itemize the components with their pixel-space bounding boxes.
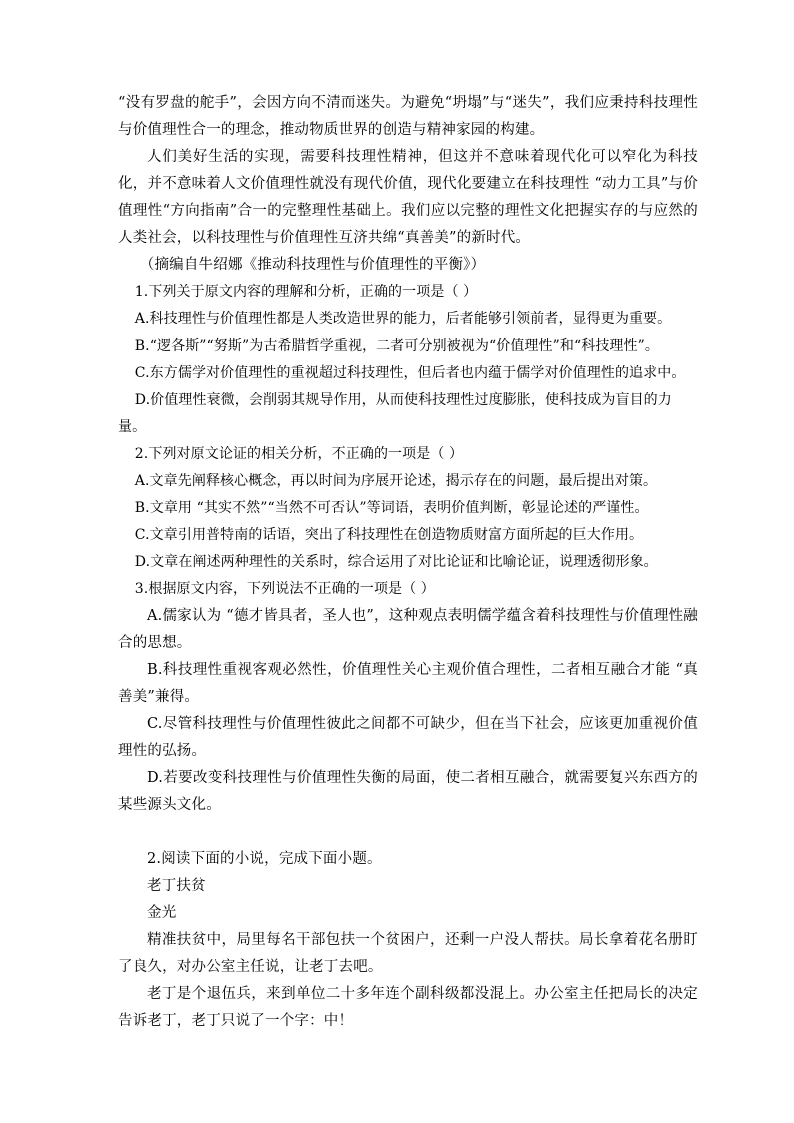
question-option: D.价值理性衰微，会削弱其规导作用，从而使科技理性过度膨胀，使科技成为盲目的力量。 [118,392,672,435]
question-stem: 2.下列对原文论证的相关分析，不正确的一项是（ ） [134,446,464,462]
novel-author: 金光 [147,905,177,921]
question-3 [118,576,698,819]
question-option: B.文章用 “其实不然”“当然不可否认”等词语，表明价值判断，彰显论述的严谨性。 [134,500,649,516]
document-page [118,90,698,1035]
question-option: A.文章先阐释核心概念，再以时间为序展开论述，揭示存在的问题，最后提出对策。 [134,473,658,489]
novel-title: 老丁扶贫 [147,878,206,894]
question-option: D.若要改变科技理性与价值理性失衡的局面，使二者相互融合，就需要复兴东西方的某些源头文化。 [118,770,698,813]
question-option: C.东方儒学对价值理性的重视超过科技理性，但后者也内蕴于儒学对价值理性的追求中。 [134,365,686,381]
spacer [118,819,698,846]
question-2 [118,441,698,576]
question-option: A.儒家认为 “德才皆具者，圣人也”，这种观点表明儒学蕴含着科技理性与价值理性融合的思想。 [118,608,698,651]
novel-section [118,846,698,1035]
source-citation: （摘编自牛绍娜《推动科技理性与价值理性的平衡》） [139,257,486,273]
question-stem: 1.下列关于原文内容的理解和分析，正确的一项是（ ） [134,284,478,300]
question-option: C.尽管科技理性与价值理性彼此之间都不可缺少，但在当下社会，应该更加重视价值理性的弘扬。 [118,716,698,759]
question-option: C.文章引用普特南的话语，突出了科技理性在创造物质财富方面所起的巨大作用。 [134,527,644,543]
question-stem: 3.根据原文内容，下列说法不正确的一项是（ ） [134,581,435,597]
question-option: A.科技理性与价值理性都是人类改造世界的能力，后者能够引领前者，显得更为重要。 [134,311,672,327]
question-option: D.文章在阐述两种理性的关系时，综合运用了对比论证和比喻论证，说理透彻形象。 [134,554,658,570]
question-option: B.“逻各斯”“努斯”为古希腊哲学重视，二者可分别被视为“价值理性”和“科技理性”。 [134,338,659,354]
novel-paragraph: 老丁是个退伍兵，来到单位二十多年连个副科级都没混上。办公室主任把局长的决定告诉老丁，老丁只说了一个字：中！ [118,986,698,1029]
passage-paragraph: “没有罗盘的舵手”，会因方向不清而迷失。为避免“坍塌”与“迷失”，我们应秉持科技理性与价值理性合一的理念，推动物质世界的创造与精神家园的构建。 [118,95,698,138]
passage-paragraph: 人们美好生活的实现，需要科技理性精神，但这并不意味着现代化可以窄化为科技化，并不意味着人文价值理性就没有现代价值，现代化要建立在科技理性 “动力工具”与价值理性“方向指南”合一的完整理性基础上。我们应以完整的理性文化把握实存的与应然的人类社会，以科技理性与价值理性互济共绵“真善美”的新时代。 [118,149,698,246]
question-1 [118,279,698,441]
novel-instruction: 2.阅读下面的小说，完成下面小题。 [147,851,382,867]
novel-paragraph: 精准扶贫中，局里每名干部包扶一个贫困户，还剩一户没人帮扶。局长拿着花名册盯了良久，对办公室主任说，让老丁去吧。 [118,932,698,975]
question-option: B.科技理性重视客观必然性，价值理性关心主观价值合理性，二者相互融合才能 “真善美”兼得。 [118,662,698,705]
